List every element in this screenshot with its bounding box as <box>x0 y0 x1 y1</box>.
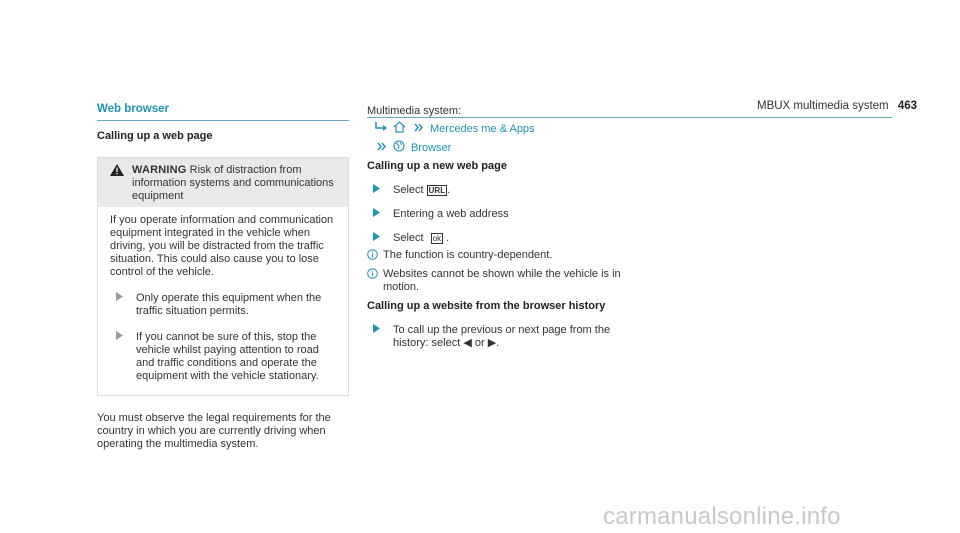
step-history <box>367 324 622 350</box>
menu-path-line-2 <box>367 140 622 156</box>
watermark: carmanualsonline.info <box>603 503 841 530</box>
warning-step <box>110 292 340 318</box>
page-number: 463 <box>897 100 918 112</box>
path-item-mercedes-me: Mercedes me & Apps <box>430 122 535 135</box>
right-column <box>367 105 622 350</box>
warning-step-text: Only operate this equipment when the traffic situation permits. <box>136 292 322 317</box>
step-enter-text: Entering a web address <box>393 208 509 220</box>
warning-text <box>132 164 340 203</box>
warning-step-text: If you cannot be sure of this, stop the vehicle whilst paying attention to road and traffic conditions and operate the equipment with the vehicle stationary. <box>136 331 319 382</box>
play-arrow-icon <box>110 331 136 383</box>
step-select-label: Select <box>393 232 424 244</box>
intro-text: Multimedia system: <box>367 105 462 117</box>
info-text: The function is country-dependent. <box>383 249 553 261</box>
step-history-text: To call up the previous or next page from the history: select ◀ or ▶. <box>393 324 611 349</box>
play-arrow-icon <box>367 184 393 197</box>
url-key: URL <box>428 185 446 195</box>
step-text: Select URL . <box>393 184 451 196</box>
warning-label: WARNING <box>132 164 187 176</box>
warning-box <box>97 157 349 396</box>
step-select-label: Select <box>393 184 424 196</box>
section-rule <box>97 120 349 121</box>
double-chevron-icon <box>377 142 387 155</box>
legal-note: You must observe the legal requirements for the country in which you are currently driving when operating the multimedia system. <box>97 412 331 450</box>
info-country <box>367 249 622 264</box>
page-header <box>757 100 917 112</box>
step-select-url <box>367 184 622 197</box>
ok-key: ok <box>432 233 442 243</box>
warning-body <box>98 207 348 395</box>
header-title: MBUX multimedia system <box>757 100 889 112</box>
browser-globe-icon <box>393 140 405 156</box>
previous-arrow-icon: ◀ <box>463 337 472 349</box>
subheading-history: Calling up a website from the browser history <box>367 300 606 312</box>
step-enter-address <box>367 208 622 221</box>
double-chevron-icon <box>414 123 424 136</box>
warning-paragraph: If you operate information and communication equipment integrated in the vehicle when driving, you will be distracted from the traffic situation. This could also cause you to lose control of the vehicle. <box>110 214 334 278</box>
step-text: Select ok . <box>393 232 450 244</box>
step-select-ok <box>367 232 622 245</box>
info-icon <box>367 249 383 264</box>
path-return-arrow-icon <box>375 122 387 136</box>
subheading-new-web-page: Calling up a new web page <box>367 160 507 172</box>
warning-description: Risk of distraction from information systems and communications equipment <box>132 164 334 202</box>
next-arrow-icon: ▶ <box>487 337 497 349</box>
warning-header <box>98 158 348 207</box>
or-text: or <box>474 337 485 349</box>
subheading-calling-web-page: Calling up a web page <box>97 130 213 142</box>
menu-path-line-1 <box>367 121 622 137</box>
info-icon <box>367 268 383 294</box>
section-title: Web browser <box>97 103 169 115</box>
warning-triangle-icon <box>110 164 132 203</box>
home-icon <box>393 121 406 137</box>
info-text: Websites cannot be shown while the vehicle is in motion. <box>383 268 621 293</box>
step-history-label: To call up the previous or next page from the history: select <box>393 324 611 349</box>
info-motion <box>367 268 622 294</box>
play-arrow-icon <box>110 292 136 318</box>
path-item-browser: Browser <box>411 141 452 154</box>
play-arrow-icon <box>367 208 393 221</box>
warning-step <box>110 331 340 383</box>
play-arrow-icon <box>367 232 393 245</box>
left-column <box>97 102 349 451</box>
play-arrow-icon <box>367 324 393 350</box>
